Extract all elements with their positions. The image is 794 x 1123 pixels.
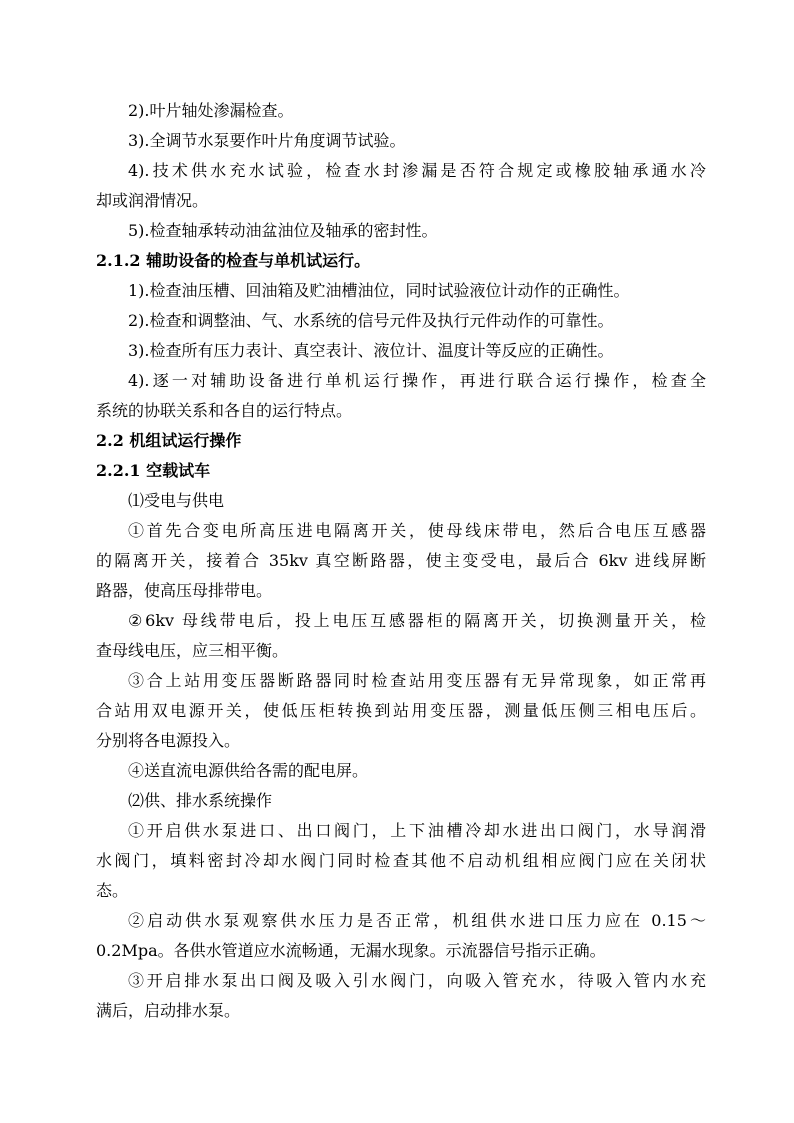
document-body xyxy=(96,96,706,1026)
text-line: ①开启供水泵进口、出口阀门，上下油槽冷却水进出口阀门，水导润滑 xyxy=(128,821,706,840)
text-line: 0.2Mpa。各供水管道应水流畅通，无漏水现象。示流器信号指示正确。 xyxy=(96,941,606,960)
text-line: 态。 xyxy=(96,881,129,900)
text-line: ③合上站用变压器断路器同时检查站用变压器有无异常现象，如正常再 xyxy=(128,671,706,690)
section-heading-2-2: 2.2 机组试运行操作 xyxy=(96,431,242,450)
text-line: 3).检查所有压力表计、真空表计、液位计、温度计等反应的正确性。 xyxy=(128,341,614,360)
text-line: 却或润滑情况。 xyxy=(96,191,209,210)
subsection-title: ⑵供、排水系统操作 xyxy=(128,791,273,810)
text-line: ②6kv 母线带电后，投上电压互感器柜的隔离开关，切换测量开关，检 xyxy=(128,611,706,630)
text-line: 2).检查和调整油、气、水系统的信号元件及执行元件动作的可靠性。 xyxy=(128,311,614,330)
text-line: ①首先合变电所高压进电隔离开关，使母线床带电，然后合电压互感器 xyxy=(128,521,706,540)
text-line: ③开启排水泵出口阀及吸入引水阀门，向吸入管充水，待吸入管内水充 xyxy=(128,971,706,990)
text-line: 分别将各电源投入。 xyxy=(96,731,241,750)
section-heading-2-2-1: 2.2.1 空载试车 xyxy=(96,461,211,480)
text-line: 路器，使高压母排带电。 xyxy=(96,581,273,600)
text-line: 系统的协联关系和各自的运行特点。 xyxy=(96,401,353,420)
text-line: ②启动供水泵观察供水压力是否正常，机组供水进口压力应在 0.15～ xyxy=(128,911,706,930)
text-line: ④送直流电源供给各需的配电屏。 xyxy=(128,761,369,780)
text-line: 4).技术供水充水试验，检查水封渗漏是否符合规定或橡胶轴承通水冷 xyxy=(128,161,706,180)
section-heading-2-1-2: 2.1.2 辅助设备的检查与单机试运行。 xyxy=(96,251,371,270)
text-line: 3).全调节水泵要作叶片角度调节试验。 xyxy=(128,131,406,150)
text-line: 满后，启动排水泵。 xyxy=(96,1001,241,1020)
text-line: 合站用双电源开关，使低压柜转换到站用变压器，测量低压侧三相电压后。 xyxy=(96,701,706,720)
text-line: 查母线电压，应三相平衡。 xyxy=(96,641,289,660)
text-line: 2).叶片轴处渗漏检查。 xyxy=(128,101,294,120)
text-line: 1).检查油压槽、回油箱及贮油槽油位，同时试验液位计动作的正确性。 xyxy=(128,281,630,300)
subsection-title: ⑴受电与供电 xyxy=(128,491,225,510)
text-line: 5).检查轴承转动油盆油位及轴承的密封性。 xyxy=(128,221,438,240)
text-line: 水阀门，填料密封冷却水阀门同时检查其他不启动机组相应阀门应在关闭状 xyxy=(96,851,706,870)
text-line: 的隔离开关，接着合 35kv 真空断路器，使主变受电，最后合 6kv 进线屏断 xyxy=(96,551,706,570)
text-line: 4).逐一对辅助设备进行单机运行操作，再进行联合运行操作，检查全 xyxy=(128,371,706,390)
